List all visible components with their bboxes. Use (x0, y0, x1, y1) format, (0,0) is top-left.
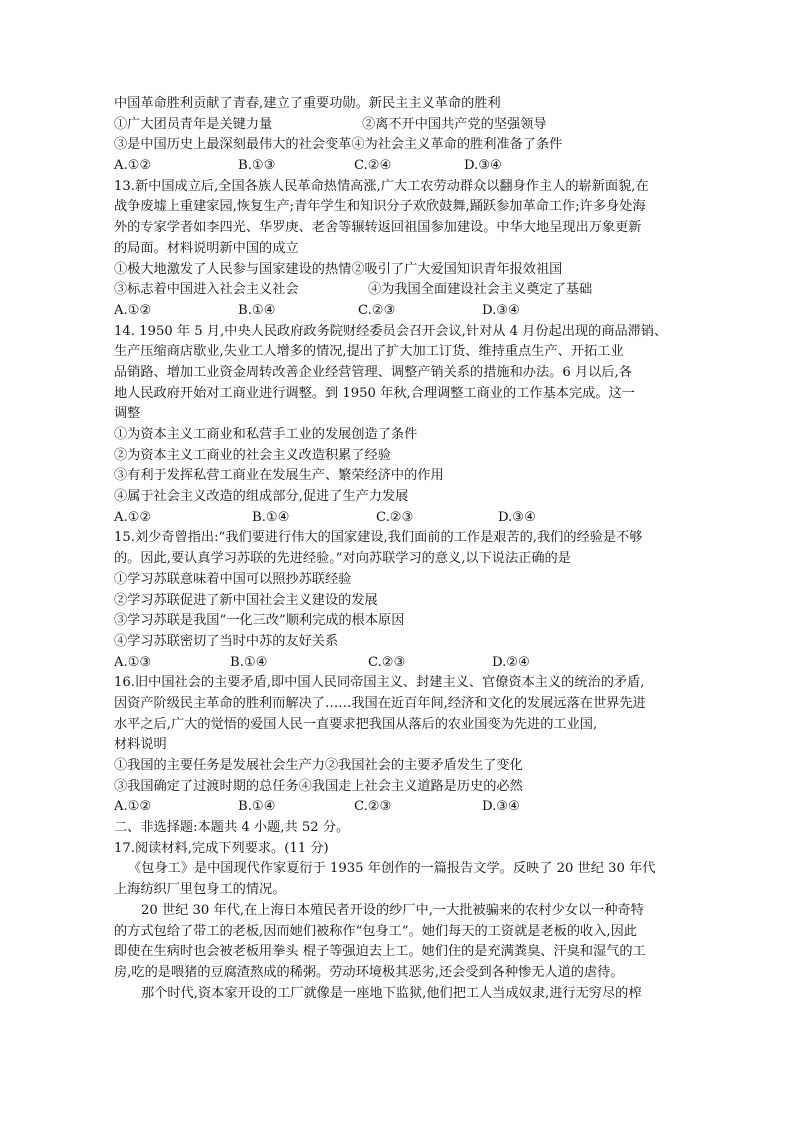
q16-stem-line: 16.旧中国社会的主要矛盾,即中国人民同帝国主义、封建主义、官僚资本主义的统治的矛盾, (114, 675, 645, 691)
q15-option-a[interactable]: A.①③ (114, 654, 152, 670)
q13-options (114, 301, 686, 322)
q14-statement-2: ②为资本主义工商业的社会主义改造积累了经验 (114, 447, 391, 463)
q15-option-c[interactable]: C.②③ (368, 654, 406, 670)
q12-stem-tail: 中国革命胜利贡献了青春,建立了重要功勋。新民主主义革命的胜利 (114, 96, 501, 111)
q15-statement-3: ③学习苏联是我国“一化三改”顺利完成的根本原因 (114, 613, 405, 629)
q17-paragraph-line: 《包身工》是中国现代作家夏衍于 1935 年创作的一篇报告文学。反映了 20 世纪 30 年代 (128, 861, 656, 877)
q17-paragraph-line: 的方式包给了带工的老板,因而她们被称作“包身工”。她们每天的工资就是老板的收入,因此 (114, 923, 637, 939)
q13-stem-line: 外的专家学者如李四光、华罗庚、老舍等辗转返回祖国参加建设。中华大地呈现出万象更新 (114, 220, 642, 236)
q14-stem-line: 品销路、增加工业资金周转改善企业经营管理、调整产销关系的措施和办法。6 月以后,各 (114, 364, 632, 380)
q16-option-b[interactable]: B.①④ (238, 799, 276, 815)
q13-stem-line: 战争废墟上重建家园,恢复生产;青年学生和知识分子欢欣鼓舞,踊跃参加革命工作;许多身处海 (114, 199, 646, 215)
q13-option-d[interactable]: D.③④ (482, 302, 520, 318)
q16-stem-line: 水平之后,广大的觉悟的爱国人民一直要求把我国从落后的农业国变为先进的工业国, (114, 716, 598, 732)
q12-option-a[interactable]: A.①② (114, 158, 152, 174)
q14-option-a[interactable]: A.①② (114, 509, 152, 525)
q15-statement-2: ②学习苏联促进了新中国社会主义建设的发展 (114, 592, 378, 608)
q16-option-d[interactable]: D.③④ (482, 799, 520, 815)
q16-statements-3-4: ③我国确定了过渡时期的总任务④我国走上社会主义道路是历史的必然 (114, 778, 523, 794)
q16-options (114, 797, 686, 818)
q15-stem-line: 15.刘少奇曾指出:“我们要进行伟大的国家建设,我们面前的工作是艰苦的,我们的经验是不够 (114, 530, 643, 546)
q14-statement-4: ④属于社会主义改造的组成部分,促进了生产力发展 (114, 489, 409, 505)
q13-statement-4: ④为我国全面建设社会主义奠定了基础 (368, 282, 593, 298)
q15-stem-line: 的。因此,要认真学习苏联的先进经验。”对向苏联学习的意义,以下说法正确的是 (114, 551, 571, 567)
q14-option-b[interactable]: B.①④ (252, 509, 290, 525)
q17-paragraph-line: 房,吃的是喂猪的豆腐渣熬成的稀粥。劳动环境极其恶劣,还会受到各种惨无人道的虐待。 (114, 964, 624, 980)
q13-option-b[interactable]: B.①④ (238, 302, 276, 318)
q17-paragraph-line: 那个时代,资本家开设的工厂就像是一座地下监狱,他们把工人当成奴隶,进行无穷尽的榨 (141, 985, 642, 1001)
q14-stem-line: 调整 (114, 406, 141, 422)
q13-stem-line: 13.新中国成立后,全国各族人民革命热情高涨,广大工农劳动群众以翻身作主人的崭新面貌,在 (114, 178, 649, 194)
q12-statement-1: ①广大团员青年是关键力量 (114, 116, 273, 132)
q14-stem-line: 生产压缩商店歇业,失业工人增多的情况,提出了扩大加工订货、维持重点生产、开拓工业 (114, 344, 624, 360)
q17-title: 17.阅读材料,完成下列要求。(11 分) (114, 840, 329, 856)
q16-stem-line: 因资产阶级民主革命的胜利而解决了……我国在近百年间,经济和文化的发展远落在世界先进 (114, 695, 646, 711)
q13-statements-3-4 (114, 280, 686, 301)
q12-statement-2: ②离不开中国共产党的坚强领导 (362, 116, 547, 132)
q14-stem-line: 14. 1950 年 5 月,中央人民政府政务院财经委员会召开会议,针对从 4 月份起出现的商品滞销、 (114, 323, 668, 339)
q12-option-c[interactable]: C.②④ (354, 158, 392, 174)
q17-paragraph-line: 上海纺织厂里包身工的情况。 (114, 882, 286, 898)
q12-statements-3-4: ③是中国历史上最深刻最伟大的社会变革④为社会主义革命的胜利准备了条件 (114, 137, 563, 153)
q13-option-a[interactable]: A.①② (114, 302, 152, 318)
q15-statement-1: ①学习苏联意味着中国可以照抄苏联经验 (114, 571, 352, 587)
section-heading: 二、非选择题:本题共 4 小题,共 52 分。 (114, 820, 350, 836)
q15-option-b[interactable]: B.①④ (230, 654, 268, 670)
q16-statements-1-2: ①我国的主要任务是发展社会生产力②我国社会的主要矛盾发生了变化 (114, 758, 523, 773)
q14-option-c[interactable]: C.②③ (376, 509, 414, 525)
q15-statement-4: ④学习苏联密切了当时中苏的友好关系 (114, 633, 339, 649)
q14-options (114, 508, 686, 529)
q13-stem-line: 的局面。材料说明新中国的成立 (114, 240, 299, 256)
q16-option-c[interactable]: C.②③ (354, 799, 392, 815)
q12-option-b[interactable]: B.①③ (238, 158, 276, 174)
q15-option-d[interactable]: D.②④ (492, 654, 530, 670)
q14-statement-1: ①为资本主义工商业和私营手工业的发展创造了条件 (114, 427, 418, 442)
q12-statements-1-2 (114, 115, 686, 136)
q13-statements-1-2: ①极大地激发了人民参与国家建设的热情②吸引了广大爱国知识青年报效祖国 (114, 261, 563, 277)
q16-option-a[interactable]: A.①② (114, 799, 152, 815)
q17-paragraph-line: 即使在生病时也会被老板用拳头 棍子等强迫去上工。她们住的是充满粪臭、汗臭和湿气的工 (114, 944, 646, 960)
q14-option-d[interactable]: D.③④ (498, 509, 536, 525)
q13-option-c[interactable]: C.②③ (358, 302, 396, 318)
q14-stem-line: 地人民政府开始对工商业进行调整。到 1950 年秋,合理调整工商业的工作基本完成。这一 (114, 385, 635, 401)
q15-options (114, 653, 686, 674)
q12-option-d[interactable]: D.③④ (464, 158, 502, 174)
exam-page (114, 94, 686, 1004)
q12-options (114, 156, 686, 177)
q13-statement-3: ③标志着中国进入社会主义社会 (114, 282, 299, 298)
q17-paragraph-line: 20 世纪 30 年代,在上海日本殖民者开设的纱厂中,一大批被骗来的农村少女以一种奇特 (141, 902, 644, 918)
q16-stem-line: 材料说明 (114, 737, 167, 753)
q14-statement-3: ③有利于发挥私营工商业在发展生产、繁荣经济中的作用 (114, 468, 444, 484)
